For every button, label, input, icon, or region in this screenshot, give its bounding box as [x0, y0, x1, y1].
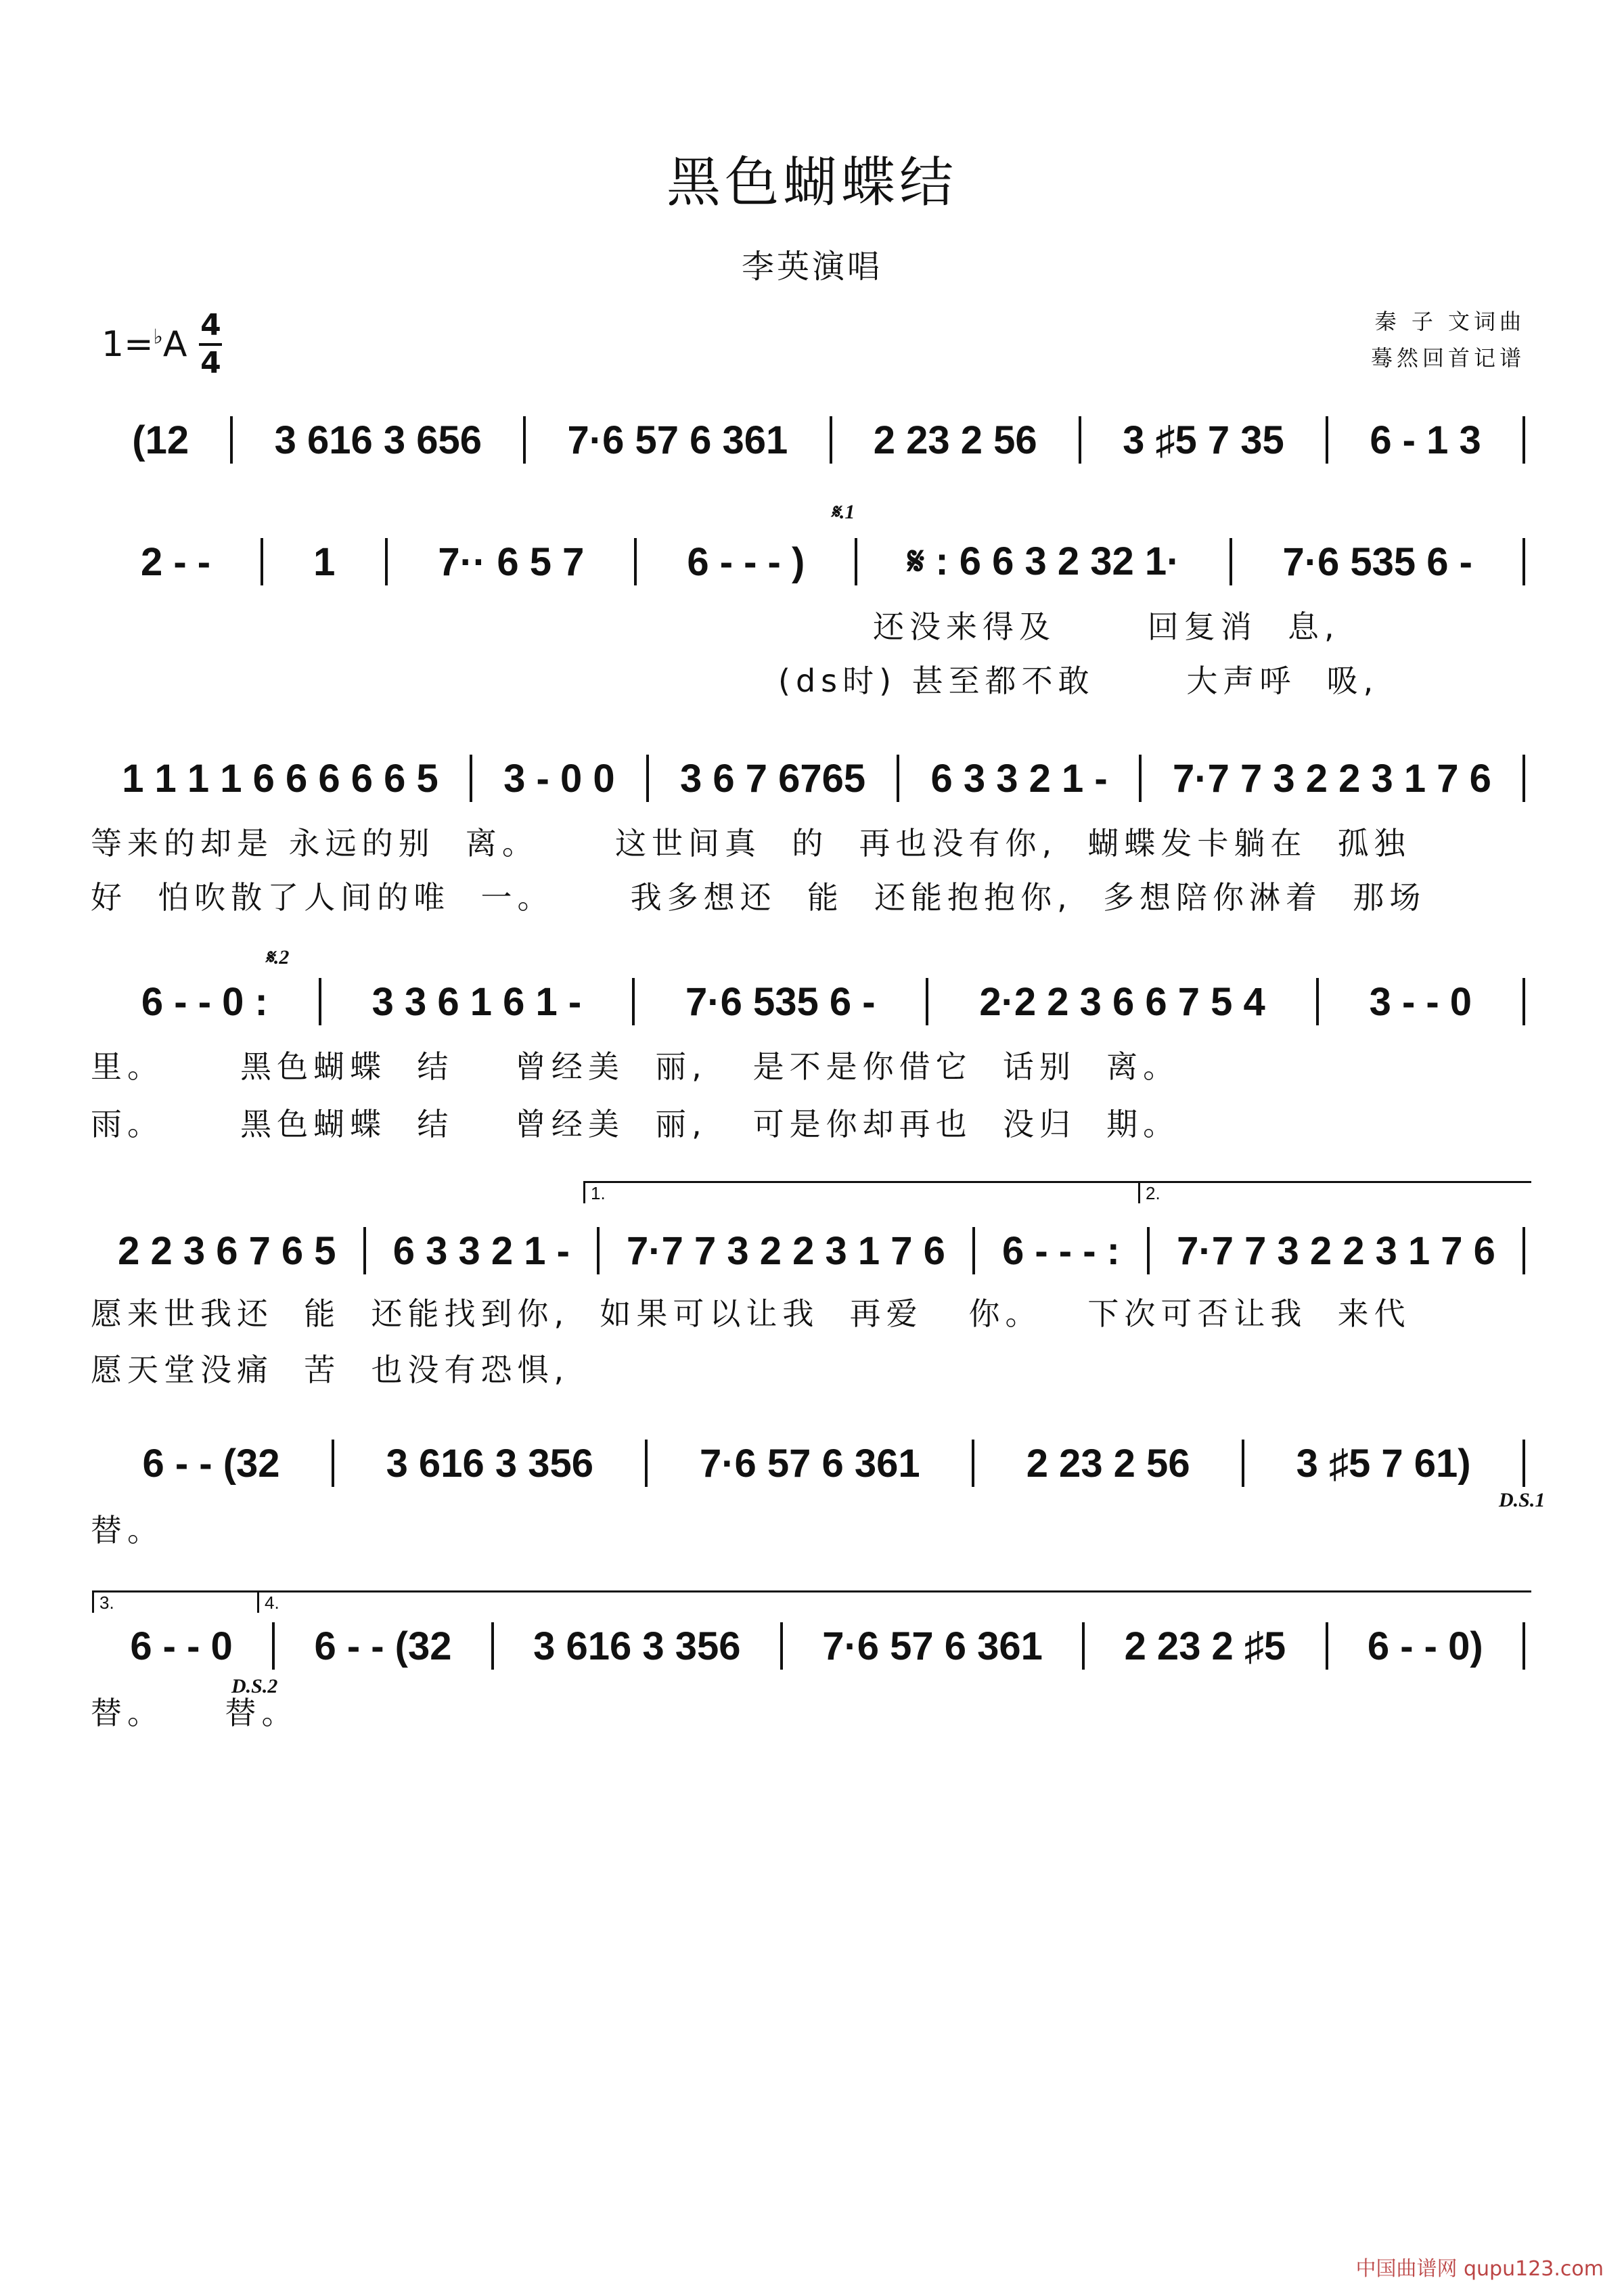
- bar-line: [1522, 755, 1525, 802]
- system-2: [91, 535, 1525, 589]
- ds-1: D.S.1: [1499, 1489, 1546, 1511]
- measure: 6 - - - ): [687, 539, 805, 584]
- measure: 7·· 6 5 7: [438, 539, 585, 584]
- measure: 2 23 2 56: [1026, 1441, 1190, 1486]
- measure: 3 616 3 356: [533, 1624, 741, 1668]
- measure: 3 3 6 1 6 1 -: [371, 979, 582, 1024]
- measure: 6 - 1 3: [1370, 418, 1481, 462]
- measure: 3 616 3 656: [274, 418, 482, 462]
- lyric-line: (ds时) 甚至都不敢 大声呼 吸,: [778, 663, 1379, 699]
- measure: 3 ♯5 7 35: [1123, 418, 1284, 462]
- measure: 6 3 3 2 1 -: [930, 756, 1108, 801]
- measure: 2·2 2 3 6 6 7 5 4: [979, 979, 1265, 1024]
- volta-2: 2.: [1138, 1181, 1531, 1203]
- lyric-line: 雨。 黑色蝴蝶 结 曾经美 丽, 可是你却再也 没归 期。: [91, 1106, 1180, 1142]
- bar-line: [1522, 538, 1525, 585]
- system-5: [91, 1224, 1525, 1278]
- transcriber: 蓦然回首记谱: [1370, 345, 1525, 371]
- measure: 3 616 3 356: [386, 1441, 593, 1486]
- system-4: [91, 975, 1525, 1029]
- system-1: [91, 413, 1525, 467]
- volta-4: 4.: [257, 1590, 1531, 1613]
- bar-line: [1522, 416, 1525, 464]
- system-6: [91, 1436, 1525, 1490]
- measure: 7·6 57 6 361: [699, 1441, 920, 1486]
- measure: 7·7 7 3 2 2 3 1 7 6: [1177, 1228, 1495, 1273]
- measure: 3 - 0 0: [503, 756, 615, 801]
- key-label: 1=♭A: [102, 324, 187, 365]
- measure: 6 - - 0 :: [141, 979, 268, 1024]
- song-title: 黑色蝴蝶结: [667, 151, 957, 214]
- measure: 3 ♯5 7 61): [1296, 1441, 1471, 1486]
- lyric-line: 好 怕吹散了人间的唯 一。 我多想还 能 还能抱抱你, 多想陪你淋着 那场: [91, 879, 1426, 916]
- measure: 6 - - 0: [130, 1624, 233, 1668]
- measure: 7·6 535 6 -: [685, 979, 876, 1024]
- measure: 1 1 1 1 6 6 6 6 6 5: [122, 756, 438, 801]
- performer: 李英演唱: [741, 248, 882, 286]
- bar-line: [1522, 1227, 1525, 1274]
- watermark: 中国曲谱网 qupu123.com: [1355, 2257, 1604, 2281]
- measure: 3 - - 0: [1369, 979, 1472, 1024]
- measure: 𝄋 : 6 6 3 2 32 1·: [907, 539, 1180, 583]
- segno-2: 𝄋.2: [265, 946, 290, 968]
- measure: 7·6 57 6 361: [567, 418, 788, 462]
- measure: 7·7 7 3 2 2 3 1 7 6: [627, 1228, 945, 1273]
- lyric-line: 还没来得及 回复消 息,: [873, 608, 1340, 645]
- measure: 6 - - (32: [142, 1441, 280, 1486]
- measure: 6 3 3 2 1 -: [392, 1228, 570, 1273]
- measure: 2 23 2 56: [873, 418, 1037, 462]
- credits: [1371, 303, 1525, 376]
- measure: 2 23 2 ♯5: [1124, 1624, 1286, 1668]
- volta-3: 3.: [92, 1590, 261, 1613]
- bar-line: [1522, 978, 1525, 1025]
- bar-line: [1522, 1622, 1525, 1670]
- lyric-line: 替。 替。: [91, 1695, 298, 1731]
- lyric-line: 等来的却是 永远的别 离。 这世间真 的 再也没有你, 蝴蝶发卡躺在 孤独: [91, 825, 1411, 862]
- segno-1: 𝄋.1: [831, 501, 855, 523]
- measure: 7·7 7 3 2 2 3 1 7 6: [1173, 756, 1491, 801]
- system-3: [91, 751, 1525, 805]
- measure: 2 - -: [140, 539, 211, 584]
- lyric-line: 愿来世我还 能 还能找到你, 如果可以让我 再爱 你。 下次可否让我 来代: [91, 1295, 1411, 1332]
- measure: 6 - - - :: [1002, 1228, 1120, 1273]
- lyric-line: 愿天堂没痛 苦 也没有恐惧,: [91, 1352, 570, 1388]
- measure: 1: [313, 539, 336, 584]
- system-7: [91, 1619, 1525, 1673]
- measure: (12: [132, 418, 189, 462]
- measure: 7·6 57 6 361: [822, 1624, 1043, 1668]
- time-signature: 4 4: [200, 308, 221, 380]
- volta-1: 1.: [583, 1181, 1140, 1203]
- lyric-line: 替。: [91, 1512, 164, 1548]
- lyric-line: 里。 黑色蝴蝶 结 曾经美 丽, 是不是你借它 话别 离。: [91, 1048, 1180, 1085]
- measure: 7·6 535 6 -: [1282, 539, 1472, 584]
- composer: 秦 子 文词曲: [1374, 309, 1525, 334]
- measure: 6 - - 0): [1367, 1624, 1483, 1668]
- bar-line: [1522, 1440, 1525, 1487]
- key-signature: [102, 308, 222, 381]
- measure: 2 2 3 6 7 6 5: [118, 1228, 336, 1273]
- ds-2: D.S.2: [231, 1675, 278, 1697]
- measure: 6 - - (32: [314, 1624, 452, 1668]
- measure: 3 6 7 6765: [679, 756, 866, 801]
